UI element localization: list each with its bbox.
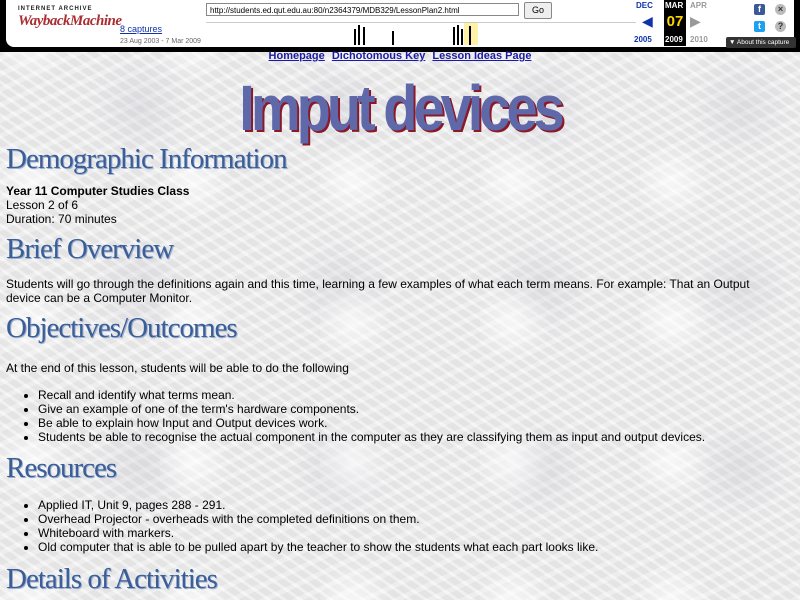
about-capture-label: About this capture [736, 39, 790, 46]
list-item: • Students be able to recognise the actual component in the computer as they are classifying them as input and output devices. [38, 430, 705, 444]
wayback-logo-caption: INTERNET ARCHIVE [18, 6, 93, 12]
capture-range: 23 Aug 2003 - 7 Mar 2009 [120, 38, 201, 45]
prev-arrow-icon[interactable]: ◀ [642, 13, 653, 29]
lesson-number: Lesson 2 of 6 [6, 198, 79, 212]
dichotomous-key-link[interactable]: Dichotomous Key [331, 50, 426, 62]
capture-sparkline[interactable] [206, 22, 636, 45]
next-year: 2010 [690, 35, 708, 44]
prev-year[interactable]: 2005 [634, 35, 652, 44]
activities-heading: Details of Activities [6, 563, 217, 595]
resources-heading: Resources [6, 452, 117, 484]
next-month: APR [690, 1, 707, 10]
lesson-duration: Duration: 70 minutes [6, 212, 117, 226]
current-month: MAR [665, 1, 684, 10]
twitter-icon[interactable]: t [754, 21, 765, 32]
url-input[interactable]: http://students.ed.qut.edu.au:80/n2364379/MDB329/LessonPlan2.html [206, 3, 519, 16]
go-button[interactable]: Go [524, 2, 552, 19]
wayback-logo[interactable]: WaybackMachine [18, 13, 122, 29]
list-item: • Give an example of one of the term's hardware components. [38, 402, 705, 416]
overview-text-line2: device can be a Computer Monitor. [6, 291, 193, 305]
homepage-link[interactable]: Homepage [268, 50, 325, 62]
list-item: • Recall and identify what terms mean. [38, 388, 705, 402]
class-name: Year 11 Computer Studies Class [6, 184, 190, 198]
wayback-toolbar [0, 0, 800, 52]
objectives-intro: At the end of this lesson, students will be able to do the following [6, 361, 349, 375]
close-icon[interactable]: × [775, 4, 786, 15]
demographic-heading: Demographic Information [6, 143, 287, 175]
page-title: Imput devices [239, 71, 561, 144]
overview-text-line1: Students will go through the definitions again and this time, learning a few examples of what each term means. For example: That an Output [6, 277, 750, 291]
list-item: • Applied IT, Unit 9, pages 288 - 291. [38, 498, 598, 512]
objectives-heading: Objectives/Outcomes [6, 312, 237, 344]
current-day: 07 [666, 13, 684, 30]
current-year: 2009 [665, 35, 683, 44]
lesson-ideas-link[interactable]: Lesson Ideas Page [432, 50, 532, 62]
list-item: • Old computer that is able to be pulled apart by the teacher to show the students what each part looks like. [38, 540, 598, 554]
objectives-list [0, 388, 705, 444]
help-icon[interactable]: ? [775, 21, 786, 32]
overview-heading: Brief Overview [6, 233, 174, 265]
wayback-toolbar-panel [6, 0, 794, 47]
facebook-icon[interactable]: f [754, 4, 765, 15]
list-item: • Be able to explain how Input and Output devices work. [38, 416, 705, 430]
next-arrow-icon: ▶ [690, 13, 701, 29]
about-capture-button[interactable]: ▼ About this capture [726, 37, 796, 48]
resources-list [0, 498, 598, 554]
page-nav [0, 50, 800, 62]
captures-link[interactable]: 8 captures [120, 24, 163, 34]
list-item: • Whiteboard with markers. [38, 526, 598, 540]
list-item: • Overhead Projector - overheads with the completed definitions on them. [38, 512, 598, 526]
prev-month[interactable]: DEC [636, 1, 653, 10]
